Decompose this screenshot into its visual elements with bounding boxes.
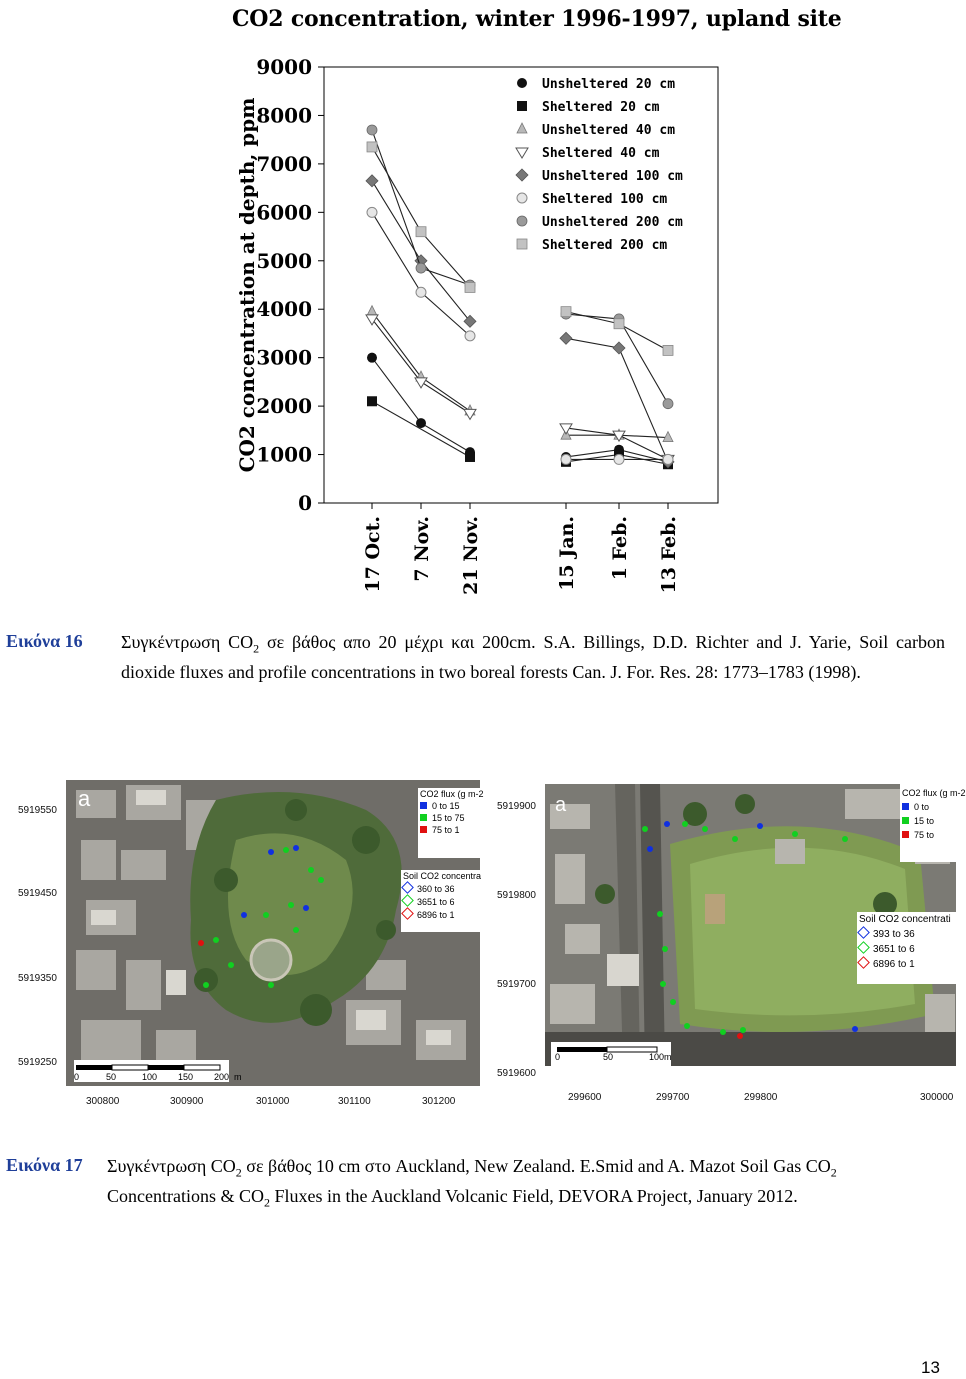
caption17-sub1: 2 <box>235 1165 242 1180</box>
scale-tick: 50 <box>603 1052 614 1062</box>
caption17-line1-a: Συγκέντρωση CO <box>107 1156 236 1176</box>
legend-square-swatch <box>902 831 909 838</box>
legend-label: 75 to 1 <box>432 825 460 835</box>
y-tick-label: 5000 <box>256 248 312 273</box>
series-line <box>372 319 470 413</box>
marker-square-gray <box>663 345 673 355</box>
x-tick-label: 15 Jan. <box>556 516 578 591</box>
legend-label: 360 to 36 <box>417 884 455 894</box>
marker-triangle-up <box>517 123 527 133</box>
legend-item <box>403 883 480 896</box>
series-line <box>372 181 470 321</box>
y-axis-label: CO2 concentration at depth, ppm <box>235 97 259 473</box>
y-tick-label: 0 <box>298 491 312 515</box>
legend-item <box>403 909 480 922</box>
scale-tick: 0 <box>555 1052 561 1062</box>
marker-circle-gray <box>517 216 527 226</box>
legend-item <box>420 824 480 836</box>
map-left-panel-letter: a <box>78 786 91 811</box>
map-right-x-tick: 299800 <box>744 1092 778 1103</box>
caption17-sub2: 2 <box>830 1165 837 1180</box>
map-left-y-tick: 5919550 <box>18 805 57 816</box>
series-unsheltered-40-cm <box>367 306 673 442</box>
caption16-text-rest: σε βάθος απο 20 μέχρι και 200cm. S.A. Billings, D.D. Richter and J. Yarie, Soil carbon dioxide fluxes and profile concentrations in two boreal forests Can. J. For. Res. 28: 1773–1783 (1998). <box>121 632 946 682</box>
map-right-x-tick: 299600 <box>568 1092 602 1103</box>
figure-16-label: Εικόνα 16 <box>6 631 83 651</box>
marker-circle-open <box>663 454 673 464</box>
caption17-sub3: 2 <box>263 1195 270 1210</box>
legend-item <box>859 957 956 972</box>
marker-square-filled <box>367 396 377 406</box>
legend-label: 0 to <box>914 802 930 812</box>
legend-entry <box>517 100 660 115</box>
legend-label: Unsheltered 20 cm <box>542 77 676 92</box>
marker-square-gray <box>561 307 571 317</box>
y-tick-label: 4000 <box>256 297 312 322</box>
map-left-x-tick: 301000 <box>256 1096 290 1107</box>
marker-triangle-down <box>516 148 528 158</box>
map-left-y-tick: 5919450 <box>18 888 57 899</box>
legend-label: 15 to 75 <box>432 813 465 823</box>
marker-square-gray <box>614 319 624 329</box>
scale-tick: 200 <box>214 1072 230 1082</box>
marker-circle-filled <box>517 78 527 88</box>
map-right-image <box>545 784 966 1066</box>
marker-triangle-down <box>366 315 378 325</box>
caption17-line2-a: Concentrations & CO <box>107 1185 264 1206</box>
marker-circle-filled <box>367 353 377 363</box>
legend-square-swatch <box>420 802 427 809</box>
figure-16-caption <box>121 631 945 684</box>
scale-tick: 100 <box>142 1072 158 1082</box>
series-unsheltered-20-cm <box>367 353 673 467</box>
map-right-flux-legend <box>902 786 966 842</box>
marker-circle-gray <box>663 399 673 409</box>
legend-entry <box>517 123 675 138</box>
y-tick-label: 2000 <box>256 394 312 419</box>
marker-triangle-up <box>663 432 673 442</box>
marker-square-gray <box>416 227 426 237</box>
legend-item <box>859 927 956 942</box>
x-tick-label: 1 Feb. <box>609 516 631 581</box>
legend-entry <box>517 238 667 253</box>
series-sheltered-40-cm <box>366 315 674 465</box>
y-tick-label: 9000 <box>256 55 312 79</box>
conc-legend-title: Soil CO2 concentrati <box>859 914 951 925</box>
y-tick-label: 7000 <box>256 151 312 176</box>
x-tick-label: 21 Nov. <box>460 516 482 595</box>
legend-label: Sheltered 40 cm <box>542 146 660 161</box>
legend-label: Sheltered 20 cm <box>542 100 660 115</box>
x-tick-label: 17 Oct. <box>362 516 384 593</box>
legend-diamond-swatch <box>401 894 414 907</box>
marker-circle-open <box>517 193 527 203</box>
series-sheltered-20-cm <box>367 396 673 469</box>
legend-label: 15 to <box>914 816 935 826</box>
series-line <box>566 338 668 462</box>
legend-diamond-swatch <box>857 926 870 939</box>
legend-label: 393 to 36 <box>873 929 915 940</box>
legend-square-swatch <box>420 826 427 833</box>
x-tick-label: 7 Nov. <box>411 516 433 582</box>
y-tick-label: 1000 <box>256 442 312 467</box>
y-tick-label: 6000 <box>256 200 312 225</box>
legend-diamond-swatch <box>857 956 870 969</box>
chart-title-text: CO2 concentration, winter 1996-1997, upland site <box>232 6 842 32</box>
scale-tick: 100m <box>649 1052 672 1062</box>
map-left-x-tick: 301200 <box>422 1096 456 1107</box>
flux-legend-title: CO2 flux (g m-2 <box>420 789 484 799</box>
legend-label: 3651 to 6 <box>873 944 915 955</box>
marker-square-gray <box>367 142 377 152</box>
legend-label: 0 to 15 <box>432 801 460 811</box>
marker-square-gray <box>517 239 527 249</box>
figure-17-caption <box>107 1155 957 1214</box>
marker-diamond <box>464 315 476 327</box>
caption17-line1-b: σε βάθος 10 cm στο Auckland, New Zealand. E.Smid and A. Mazot Soil Gas CO <box>241 1156 831 1176</box>
legend-label: 6896 to 1 <box>873 959 915 970</box>
map-right-y-tick: 5919700 <box>497 979 536 990</box>
caption17-line1 <box>107 1155 957 1185</box>
map-right-y-tick: 5919900 <box>497 801 536 812</box>
marker-circle-gray <box>416 263 426 273</box>
marker-circle-open <box>561 454 571 464</box>
marker-square-gray <box>465 282 475 292</box>
map-right-x-tick: 299700 <box>656 1092 690 1103</box>
map-left-x-tick: 300900 <box>170 1096 204 1107</box>
legend-entry <box>517 77 675 92</box>
marker-triangle-down <box>415 378 427 388</box>
co2-line-chart <box>214 40 734 610</box>
map-left-x-tick: 301100 <box>338 1096 371 1107</box>
legend-label: Sheltered 100 cm <box>542 192 668 207</box>
legend-diamond-swatch <box>401 907 414 920</box>
map-right-x-tick: 300000 <box>920 1092 954 1103</box>
marker-diamond <box>560 332 572 344</box>
map-left-image <box>66 780 484 1086</box>
page-number: 13 <box>921 1358 940 1377</box>
legend-entry <box>516 146 660 161</box>
legend-label: Unsheltered 40 cm <box>542 123 676 138</box>
map-right-y-tick: 5919600 <box>497 1068 536 1079</box>
legend-diamond-swatch <box>857 941 870 954</box>
caption16-sub: 2 <box>253 641 260 656</box>
map-left-flux-legend <box>420 788 484 836</box>
map-left-x-tick: 300800 <box>86 1096 120 1107</box>
legend-label: Sheltered 200 cm <box>542 238 668 253</box>
scale-tick: 0 <box>74 1072 80 1082</box>
legend-entry <box>517 192 667 207</box>
flux-legend-title: CO2 flux (g m-2 <box>902 788 966 798</box>
legend-item <box>902 814 956 828</box>
legend-square-swatch <box>420 814 427 821</box>
marker-circle-gray <box>367 125 377 135</box>
legend-item <box>902 828 956 842</box>
caption17-line2 <box>107 1185 957 1215</box>
legend-entry <box>516 169 683 184</box>
map-right-y-tick: 5919800 <box>497 890 536 901</box>
legend-item <box>403 896 480 909</box>
map-left-y-tick: 5919250 <box>18 1057 57 1068</box>
y-tick-label: 8000 <box>256 103 312 128</box>
scale-unit: m <box>234 1072 242 1082</box>
marker-diamond <box>516 169 528 181</box>
conc-legend-title: Soil CO2 concentra <box>403 871 482 881</box>
legend-label: 75 to <box>914 830 935 840</box>
legend-square-swatch <box>902 803 909 810</box>
marker-diamond <box>366 175 378 187</box>
scale-tick: 150 <box>178 1072 194 1082</box>
legend-label: 3651 to 6 <box>417 897 455 907</box>
legend-square-swatch <box>902 817 909 824</box>
chart-title <box>232 6 842 32</box>
x-tick-label: 13 Feb. <box>658 516 680 594</box>
legend-item <box>420 800 480 812</box>
marker-triangle-up <box>367 306 377 316</box>
figure-17-label: Εικόνα 17 <box>6 1155 83 1175</box>
legend-label: Unsheltered 100 cm <box>542 169 683 184</box>
series-line <box>372 312 470 411</box>
legend-diamond-swatch <box>401 881 414 894</box>
marker-circle-open <box>367 207 377 217</box>
marker-diamond <box>613 342 625 354</box>
legend-item <box>420 812 480 824</box>
marker-square-filled <box>517 101 527 111</box>
map-left-y-tick: 5919350 <box>18 973 57 984</box>
marker-circle-open <box>614 454 624 464</box>
legend-label: 6896 to 1 <box>417 910 455 920</box>
map-left-aerial <box>66 780 484 1086</box>
map-left-conc-legend <box>403 870 480 922</box>
map-right-panel-letter: a <box>555 794 567 816</box>
marker-circle-open <box>416 287 426 297</box>
legend-item <box>859 942 956 957</box>
marker-triangle-down <box>613 431 625 441</box>
map-right-conc-legend <box>859 912 956 972</box>
series-line <box>372 401 470 457</box>
y-tick-label: 3000 <box>256 345 312 370</box>
marker-square-filled <box>465 452 475 462</box>
scale-tick: 50 <box>106 1072 117 1082</box>
legend-entry <box>517 215 683 230</box>
legend-item <box>902 800 956 814</box>
caption17-line2-b: Fluxes in the Auckland Volcanic Field, DEVORA Project, January 2012. <box>269 1185 798 1206</box>
caption16-text-main: Συγκέντρωση CO <box>121 632 254 652</box>
marker-circle-open <box>465 331 475 341</box>
legend-label: Unsheltered 200 cm <box>542 215 683 230</box>
